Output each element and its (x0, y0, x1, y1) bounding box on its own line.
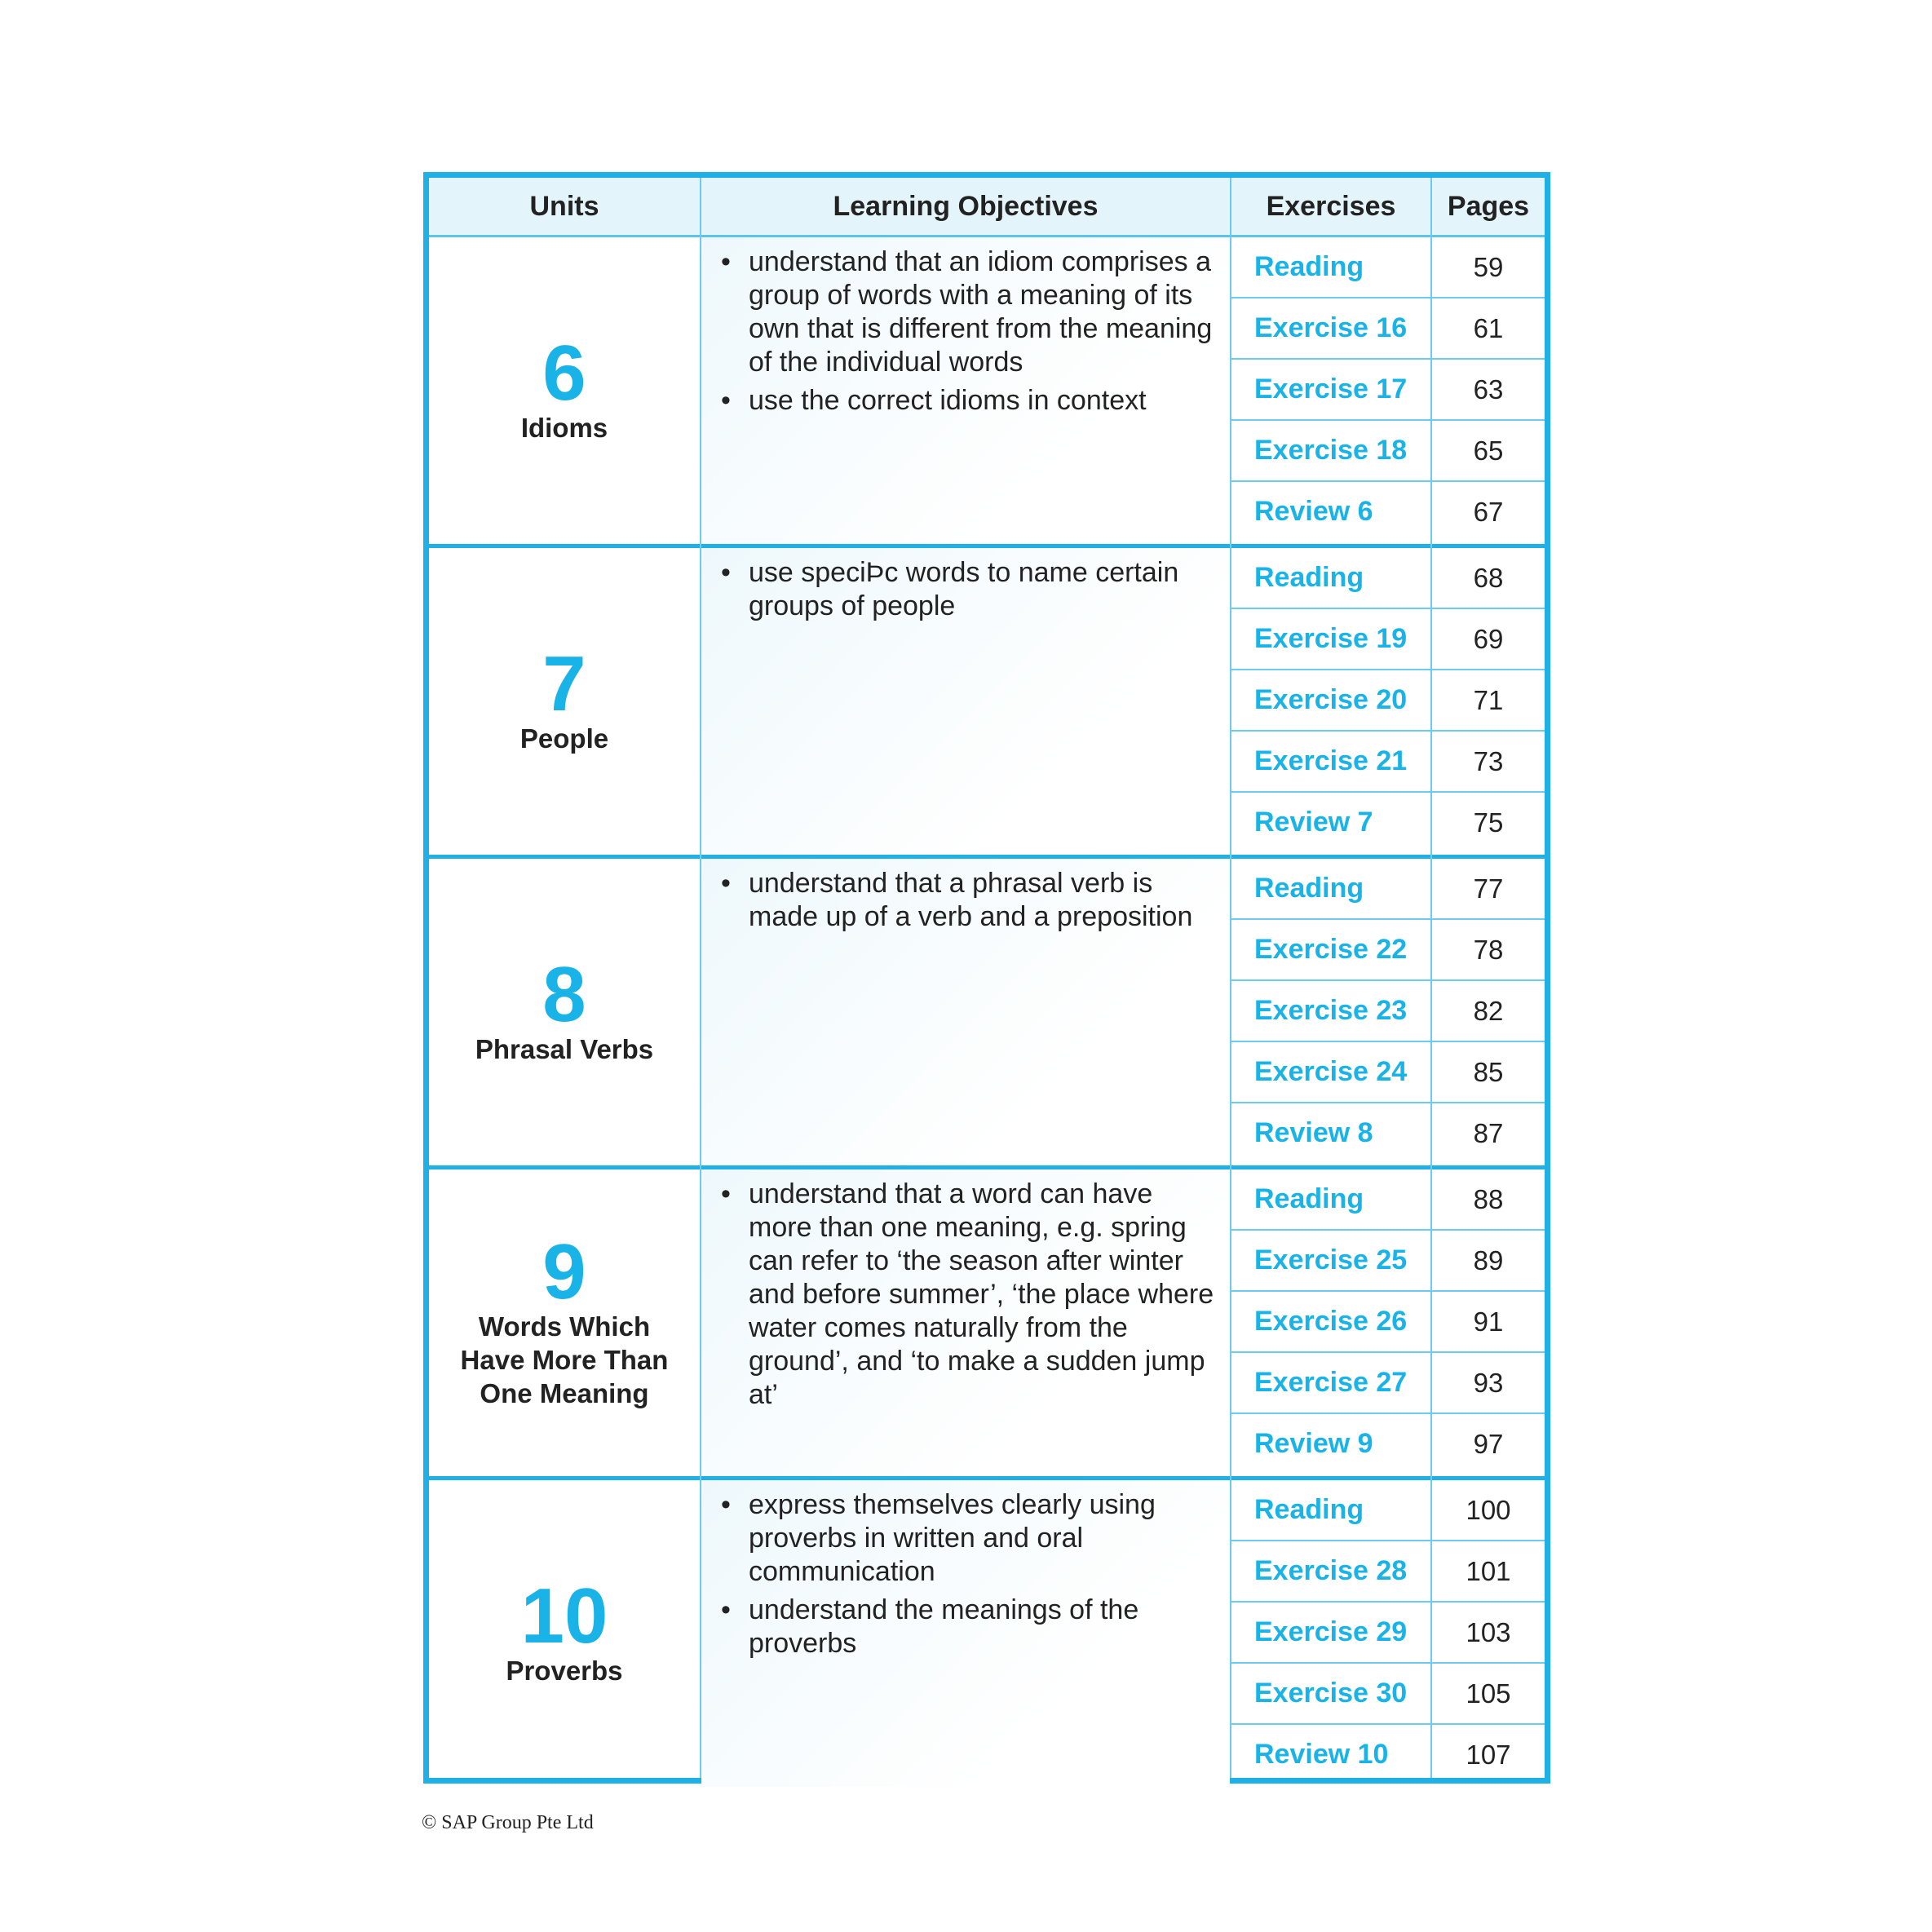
exercise-name: Exercise 18 (1254, 435, 1408, 466)
exercise-page: 97 (1473, 1429, 1504, 1459)
objectives-list (716, 556, 1215, 623)
exercise-row[interactable] (1231, 298, 1545, 360)
exercise-row[interactable] (1231, 1480, 1545, 1541)
unit-cell (429, 548, 700, 855)
exercise-row[interactable] (1231, 1414, 1545, 1475)
exercise-name: Reading (1254, 1494, 1364, 1525)
objective-item: • understand that a phrasal verb is made up of a verb and a preposition (749, 867, 1215, 934)
exercise-name: Review 6 (1254, 496, 1373, 527)
unit-number: 6 (542, 329, 586, 417)
exercise-row[interactable] (1231, 1042, 1545, 1103)
header-pages: Pages (1447, 191, 1530, 222)
exercise-row[interactable] (1231, 920, 1545, 981)
unit-row (429, 237, 1545, 544)
unit-name: Idioms (520, 412, 608, 443)
exercise-page: 63 (1473, 374, 1504, 405)
exercise-row[interactable] (1231, 360, 1545, 421)
exercise-page: 82 (1473, 996, 1504, 1026)
unit-row (429, 548, 1545, 855)
unit-name: Phrasal Verbs (475, 1033, 654, 1064)
exercise-page: 75 (1473, 807, 1504, 838)
objectives-cell (701, 548, 1230, 855)
exercise-page: 73 (1473, 746, 1504, 776)
unit-number: 7 (542, 639, 586, 727)
exercise-name: Reading (1254, 251, 1364, 282)
exercise-page: 65 (1473, 435, 1504, 466)
exercise-name: Review 9 (1254, 1428, 1373, 1459)
unit-cell (429, 1169, 700, 1476)
exercise-row[interactable] (1231, 548, 1545, 609)
exercise-name: Exercise 28 (1254, 1555, 1408, 1586)
exercise-row[interactable] (1231, 1292, 1545, 1353)
column-divider (700, 178, 701, 1778)
unit-number: 8 (542, 950, 586, 1038)
exercise-name: Exercise 16 (1254, 312, 1408, 343)
exercise-row[interactable] (1231, 1725, 1545, 1786)
exercise-name: Exercise 29 (1254, 1616, 1408, 1647)
objective-item: • use speciÞc words to name certain groups of people (749, 556, 1215, 623)
objective-item: • understand the meanings of the proverbs (749, 1594, 1215, 1660)
unit-name: Proverbs (506, 1655, 623, 1686)
unit-row (429, 859, 1545, 1165)
exercise-name: Exercise 30 (1254, 1678, 1408, 1709)
exercise-page: 103 (1466, 1617, 1511, 1647)
header-units: Units (529, 191, 599, 222)
exercise-name: Exercise 17 (1254, 374, 1408, 405)
unit-cell (429, 237, 700, 544)
unit-number: 10 (520, 1572, 608, 1660)
exercise-row[interactable] (1231, 732, 1545, 793)
exercise-page: 88 (1473, 1184, 1504, 1214)
exercise-row[interactable] (1231, 482, 1545, 543)
exercise-name: Exercise 27 (1254, 1367, 1408, 1398)
exercise-name: Review 10 (1254, 1739, 1389, 1770)
exercise-row[interactable] (1231, 859, 1545, 920)
objective-item: • understand that a word can have more than one meaning, e.g. spring can refer to ‘the season after winter and before summer’, ‘the place where water comes naturally from the ground’, and ‘to make a sudden jump at’ (749, 1178, 1215, 1412)
exercise-page: 67 (1473, 497, 1504, 527)
exercise-name: Reading (1254, 873, 1364, 904)
exercise-row[interactable] (1231, 1353, 1545, 1414)
exercise-page: 59 (1473, 252, 1504, 282)
unit-name: People (519, 723, 609, 754)
exercise-page: 71 (1473, 685, 1504, 715)
exercise-page: 68 (1473, 563, 1504, 593)
exercise-row[interactable] (1231, 670, 1545, 732)
unit-name: Words Which Have More Than One Meaning (460, 1311, 669, 1408)
exercise-page: 87 (1473, 1118, 1504, 1148)
objective-item: • use the correct idioms in context (749, 384, 1215, 418)
objective-item: • understand that an idiom comprises a group of words with a meaning of its own that is different from the meaning of the individual words (749, 245, 1215, 379)
exercise-page: 107 (1466, 1740, 1511, 1770)
objectives-cell (701, 1480, 1230, 1787)
exercise-page: 101 (1466, 1556, 1511, 1586)
exercise-page: 91 (1473, 1306, 1504, 1337)
objectives-list (716, 1488, 1215, 1660)
exercise-page: 93 (1473, 1368, 1504, 1398)
objective-item: • express themselves clearly using proverbs in written and oral communication (749, 1488, 1215, 1589)
exercise-page: 105 (1466, 1678, 1511, 1709)
exercise-row[interactable] (1231, 1231, 1545, 1292)
exercise-name: Exercise 26 (1254, 1306, 1408, 1337)
objectives-list (716, 1178, 1215, 1412)
exercise-row[interactable] (1231, 609, 1545, 670)
exercise-name: Exercise 22 (1254, 934, 1408, 965)
exercise-name: Exercise 25 (1254, 1245, 1408, 1275)
exercise-row[interactable] (1231, 793, 1545, 854)
unit-cell (429, 859, 700, 1165)
copyright-footer: © SAP Group Pte Ltd (422, 1812, 594, 1833)
exercise-page: 69 (1473, 624, 1504, 654)
header-objectives: Learning Objectives (833, 191, 1099, 222)
exercise-name: Exercise 24 (1254, 1056, 1408, 1087)
exercise-page: 78 (1473, 935, 1504, 965)
exercise-row[interactable] (1231, 237, 1545, 298)
exercise-page: 77 (1473, 873, 1504, 904)
exercise-name: Reading (1254, 562, 1364, 593)
exercise-row[interactable] (1231, 1603, 1545, 1664)
unit-cell (429, 1480, 700, 1787)
column-divider (1230, 178, 1231, 1778)
header-exercises: Exercises (1266, 191, 1396, 222)
table-header (429, 178, 1545, 237)
exercise-name: Review 7 (1254, 807, 1373, 838)
exercise-row[interactable] (1231, 1103, 1545, 1165)
exercise-name: Exercise 19 (1254, 623, 1408, 654)
objectives-list (716, 245, 1215, 418)
objectives-cell (701, 1169, 1230, 1476)
exercise-row[interactable] (1231, 1169, 1545, 1231)
contents-table (423, 172, 1550, 1784)
objectives-list (716, 867, 1215, 934)
exercise-name: Reading (1254, 1183, 1364, 1214)
column-divider (1430, 178, 1432, 1778)
exercise-row[interactable] (1231, 981, 1545, 1042)
exercise-page: 100 (1466, 1495, 1511, 1525)
exercise-name: Exercise 21 (1254, 745, 1408, 776)
unit-number: 9 (542, 1227, 586, 1315)
exercise-name: Exercise 20 (1254, 684, 1408, 715)
objectives-cell (701, 859, 1230, 1165)
exercise-row[interactable] (1231, 421, 1545, 482)
exercise-page: 61 (1473, 313, 1504, 343)
exercise-page: 85 (1473, 1057, 1504, 1087)
exercise-row[interactable] (1231, 1541, 1545, 1603)
exercise-name: Review 8 (1254, 1117, 1373, 1148)
unit-row (429, 1480, 1545, 1787)
exercise-name: Exercise 23 (1254, 995, 1408, 1026)
unit-row (429, 1169, 1545, 1476)
exercise-row[interactable] (1231, 1664, 1545, 1725)
exercise-page: 89 (1473, 1245, 1504, 1275)
objectives-cell (701, 237, 1230, 544)
